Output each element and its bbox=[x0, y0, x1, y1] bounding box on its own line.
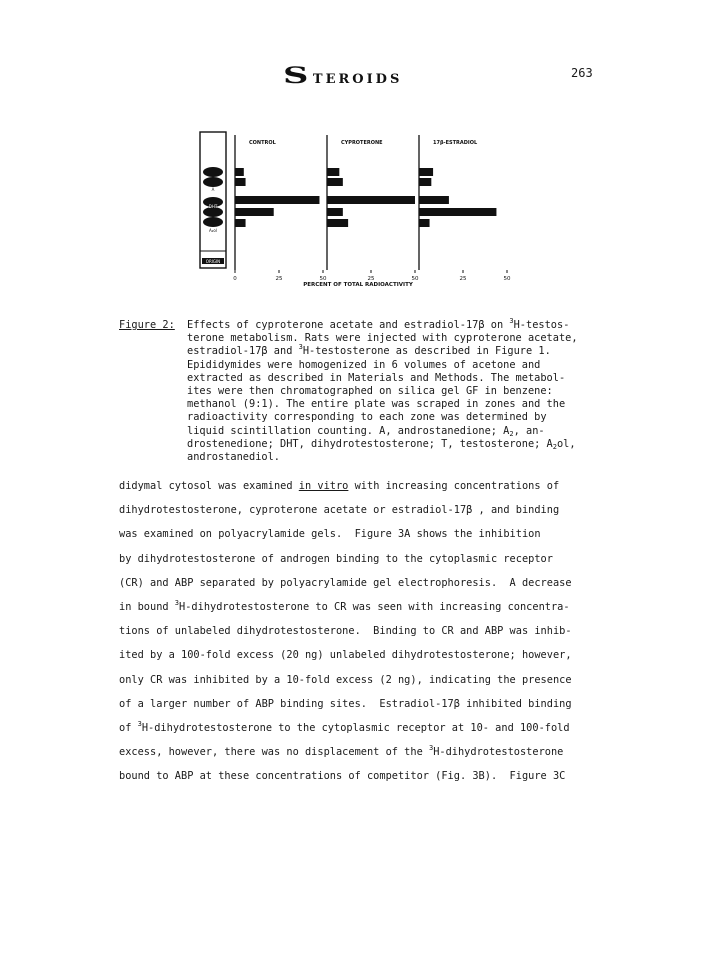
caption-line: ol, bbox=[556, 437, 576, 450]
journal-title bbox=[283, 63, 402, 89]
caption-line: Epididymides were homogenized in 6 volumes of acetone and bbox=[187, 358, 541, 371]
bar bbox=[419, 208, 496, 216]
body-line: of a larger number of ABP binding sites. Estradiol-17β inhibited binding bbox=[119, 697, 572, 710]
panel-title: CONTROL bbox=[249, 140, 276, 146]
bar bbox=[235, 219, 246, 227]
subscript: 2 bbox=[509, 429, 514, 438]
caption-line: radioactivity corresponding to each zone was determined by bbox=[187, 411, 547, 424]
bar bbox=[327, 168, 339, 176]
bar bbox=[419, 168, 433, 176]
journal-name-rest: TEROIDS bbox=[312, 72, 403, 87]
caption-label: Figure 2: bbox=[119, 319, 175, 331]
tick-label: 25 bbox=[275, 276, 283, 282]
superscript: 3 bbox=[174, 598, 180, 607]
body-line bbox=[119, 716, 603, 740]
bar bbox=[327, 219, 348, 227]
caption-line: ites were then chromatographed on silica gel GF in benzene: bbox=[187, 385, 553, 398]
bar bbox=[327, 196, 415, 204]
panel-title: 17β-ESTRADIOL bbox=[433, 140, 478, 146]
bar bbox=[419, 219, 430, 227]
caption-line: androstanediol. bbox=[187, 451, 280, 464]
body-line: was examined on polyacrylamide gels. Figure 3A shows the inhibition bbox=[119, 528, 541, 541]
tick-label: 0 bbox=[233, 276, 237, 282]
caption-line: H-testos- bbox=[513, 319, 570, 331]
bar bbox=[235, 178, 246, 186]
tick-label: 25 bbox=[367, 276, 375, 282]
subscript: 2 bbox=[552, 442, 557, 451]
tlc-spot bbox=[203, 217, 223, 227]
superscript: 3 bbox=[428, 744, 434, 753]
caption-line: extracted as described in Materials and Methods. The metabol- bbox=[187, 371, 566, 384]
bar bbox=[419, 196, 449, 204]
tlc-zone-label-a2ol: A₂ol bbox=[209, 228, 217, 233]
tick-label: 50 bbox=[503, 276, 511, 282]
text-run: of bbox=[119, 721, 138, 734]
bar bbox=[235, 196, 319, 204]
text-run: didymal cytosol was examined bbox=[119, 480, 299, 492]
text-run: H-dihydrotestosterone bbox=[433, 746, 564, 759]
tlc-zone-label-dht: DHT bbox=[208, 204, 218, 209]
body-line bbox=[119, 740, 603, 764]
body-line: by dihydrotestosterone of androgen binding to the cytoplasmic receptor bbox=[119, 552, 553, 565]
text-run: with increasing concentrations of bbox=[348, 480, 560, 492]
x-axis-title: PERCENT OF TOTAL RADIOACTIVITY bbox=[303, 282, 413, 288]
tlc-zone-label-a: A bbox=[211, 187, 215, 192]
body-line: only CR was inhibited by a 10-fold excess (2 ng), indicating the presence bbox=[119, 673, 572, 686]
tick-label: 25 bbox=[459, 276, 467, 282]
body-line bbox=[119, 595, 603, 619]
caption-line: terone metabolism. Rats were injected with cyproterone acetate, bbox=[187, 332, 578, 345]
caption-text bbox=[187, 319, 609, 464]
caption-line: methanol (9:1). The entire plate was scraped in zones and the bbox=[187, 398, 566, 411]
body-line: tions of unlabeled dihydrotestosterone. Binding to CR and ABP was inhib- bbox=[119, 625, 572, 638]
caption-line: drostenedione; DHT, dihydrotestosterone; T, testosterone; A bbox=[187, 437, 553, 450]
body-line: (CR) and ABP separated by polyacrylamide gel electrophoresis. A decrease bbox=[119, 576, 572, 589]
superscript: 3 bbox=[509, 317, 514, 325]
panel-title: CYPROTERONE bbox=[341, 140, 383, 146]
superscript: 3 bbox=[137, 719, 142, 728]
bar bbox=[235, 168, 244, 176]
italic-in-vitro: in vitro bbox=[298, 480, 349, 492]
caption-line: , an- bbox=[513, 424, 545, 437]
bar bbox=[327, 208, 343, 216]
caption-line: H-testosterone as described in Figure 1. bbox=[302, 345, 551, 358]
tick-label: 50 bbox=[411, 276, 419, 282]
superscript: 3 bbox=[298, 343, 303, 352]
text-run: H-dihydrotestosterone to the cytoplasmic receptor at 10- and 100-fold bbox=[141, 721, 570, 734]
text-run: H-dihydrotestosterone to CR was seen with increasing concentra- bbox=[179, 600, 570, 613]
body-line: ited by a 100-fold excess (20 ng) unlabeled dihydrotestosterone; however, bbox=[119, 649, 572, 662]
body-line bbox=[119, 474, 603, 498]
bar bbox=[235, 208, 274, 216]
body-text bbox=[119, 474, 603, 788]
body-line: dihydrotestosterone, cyproterone acetate or estradiol-17β , and binding bbox=[119, 504, 560, 517]
origin-label: ORIGIN bbox=[205, 259, 221, 264]
text-run: in bound bbox=[119, 600, 175, 613]
tick-label: 50 bbox=[319, 276, 327, 282]
page-number: 263 bbox=[571, 66, 593, 80]
tlc-spot bbox=[203, 177, 223, 187]
caption-line: Effects of cyproterone acetate and estradiol-17β on bbox=[187, 319, 510, 331]
figure-caption bbox=[119, 319, 609, 464]
body-line: bound to ABP at these concentrations of competitor (Fig. 3B). Figure 3C bbox=[119, 770, 566, 783]
bar bbox=[327, 178, 343, 186]
tlc-spot bbox=[203, 167, 223, 177]
caption-line: estradiol-17β and bbox=[187, 345, 299, 358]
tlc-plate-diagram bbox=[200, 132, 226, 268]
journal-initial: S bbox=[283, 63, 309, 89]
bar bbox=[419, 178, 431, 186]
text-run: excess, however, there was no displacement of the bbox=[119, 746, 429, 759]
figure-2-chart bbox=[198, 130, 518, 292]
caption-line: liquid scintillation counting. A, androstanedione; A bbox=[187, 424, 510, 437]
